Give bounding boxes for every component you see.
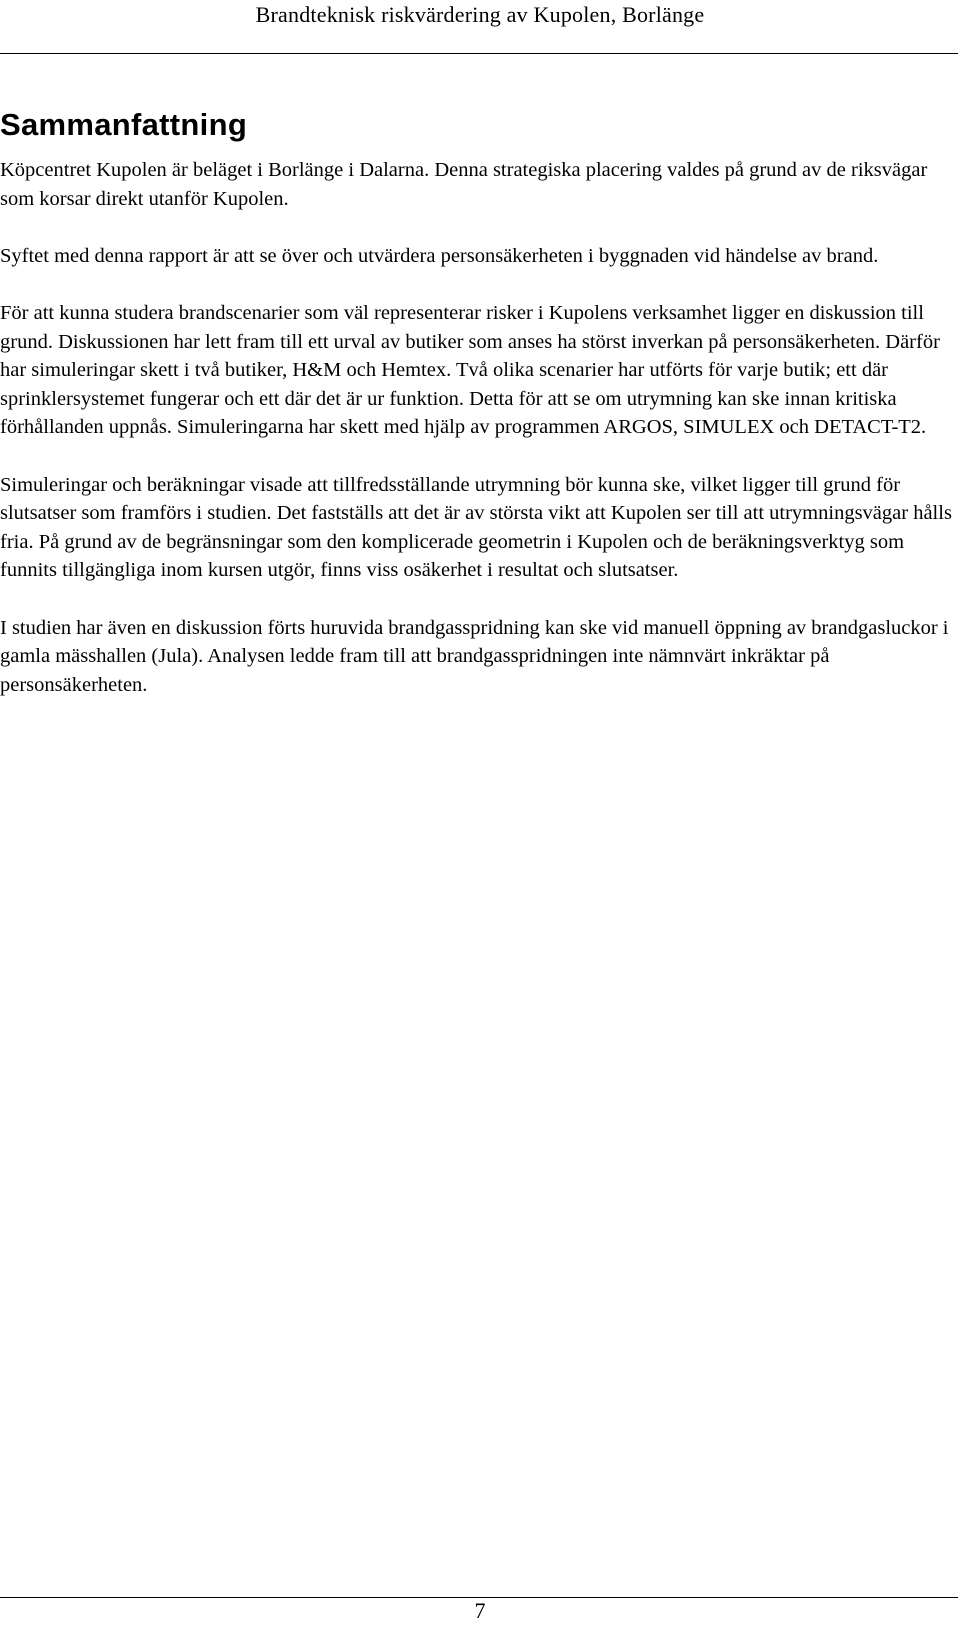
paragraph-results: Simuleringar och beräkningar visade att tillfredsställande utrymning bör kunna ske, vilket ligger till grund för slutsatser som framförs i studien. Det fastställs att det är av största vikt att Kupolen ser till att utrymningsvägar hålls fria. På grund av de begränsningar som den komplicerade geometrin i Kupolen och de beräkningsverktyg som funnits tillgängliga inom kursen utgör, finns viss osäkerhet i resultat och slutsatser.	[0, 473, 952, 582]
paragraph-method: För att kunna studera brandscenarier som väl representerar risker i Kupolens verksamhet ligger en diskussion till grund. Diskussionen har lett fram till ett urval av butiker som anses ha störst inverkan på personsäkerheten. Därför har simuleringar skett i två butiker, H&M och Hemtex. Två olika scenarier har utförts för varje butik; ett där sprinklersystemet fungerar och ett där det är ur funktion. Detta för att se om utrymning kan ske innan kritiska förhållanden uppnås. Simuleringarna har skett med hjälp av programmen ARGOS, SIMULEX och DETACT-T2.	[0, 301, 940, 439]
running-header-title: Brandteknisk riskvärdering av Kupolen, Borlänge	[255, 2, 705, 27]
summary-body	[0, 156, 960, 699]
page-number: 7	[474, 1598, 486, 1623]
paragraph-smoke-spread: I studien har även en diskussion förts huruvida brandgasspridning kan ske vid manuell öppning av brandgasluckor i gamla mässhallen (Jula). Analysen ledde fram till att brandgasspridningen inte nämnvärt inkräktar på personsäkerheten.	[0, 616, 949, 696]
paragraph-purpose: Syftet med denna rapport är att se över och utvärdera personsäkerheten i byggnaden vid händelse av brand.	[0, 244, 879, 267]
page-header	[0, 0, 960, 40]
section-heading: Sammanfattning	[0, 107, 248, 142]
header-divider	[0, 53, 958, 54]
paragraph-location: Köpcentret Kupolen är beläget i Borlänge i Dalarna. Denna strategiska placering valdes på grund av de riksvägar som korsar direkt utanför Kupolen.	[0, 159, 928, 210]
